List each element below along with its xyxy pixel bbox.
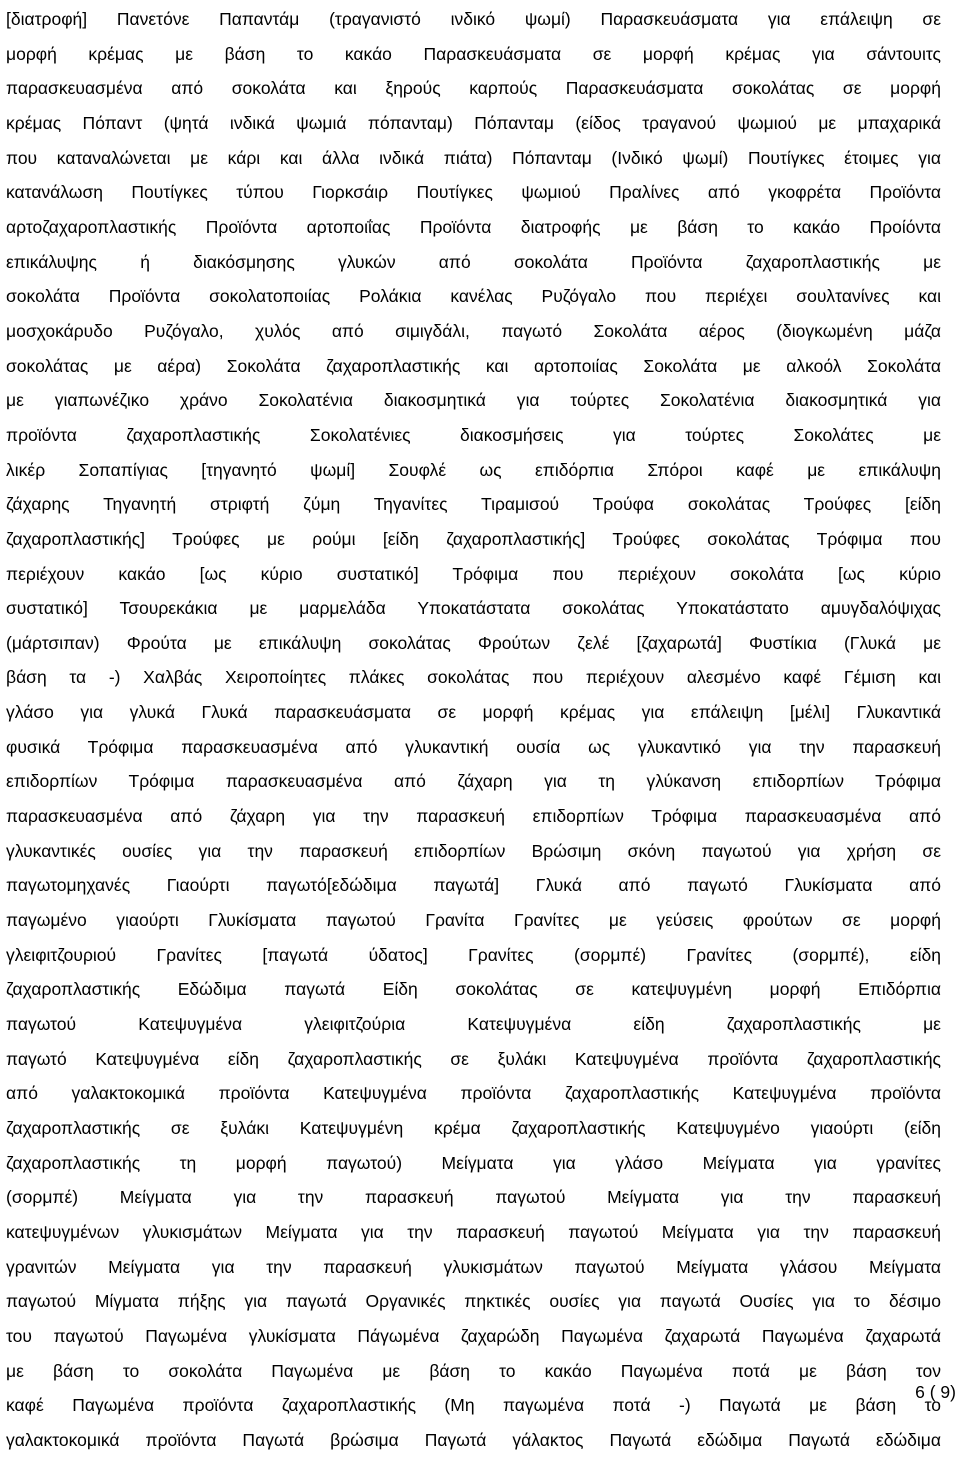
- text-line: βάση τα -) Χαλβάς Χειροποίητες πλάκες σοκολάτας που περιέχουν αλεσμένο καφέ Γέμιση και: [6, 667, 941, 688]
- text-line: παρασκευασμένα από σοκολάτα και ξηρούς καρπούς Παρασκευάσματα σοκολάτας σε μορφή: [6, 78, 941, 99]
- text-line: αρτοζαχαροπλαστικής Προϊόντα αρτοποιΐας Προϊόντα διατροφής με βάση το κακάο Προίόντα: [6, 216, 941, 237]
- text-line: παγωτό Κατεψυγμένα είδη ζαχαροπλαστικής σε ξυλάκι Κατεψυγμένα προϊόντα ζαχαροπλαστικής: [6, 1048, 941, 1069]
- goods-list-text: [6, 2, 941, 1458]
- text-line: [διατροφή] Πανετόνε Παπαντάμ (τραγανιστό ινδικό ψωμί) Παρασκευάσματα για επάλειψη σε: [6, 9, 941, 29]
- text-line: ζαχαροπλαστικής] Τρούφες με ρούμι [είδη ζαχαροπλαστικής] Τρούφες σοκολάτας Τρόφιμα που: [6, 528, 941, 549]
- text-line: παρασκευασμένα από ζάχαρη για την παρασκευή επιδορπίων Τρόφιμα παρασκευασμένα από: [6, 806, 941, 827]
- text-line: από γαλακτοκομικά προϊόντα Κατεψυγμένα προϊόντα ζαχαροπλαστικής Κατεψυγμένα προϊόντα: [6, 1083, 941, 1104]
- text-line: λικέρ Σοπαπίγιας [τηγανητό ψωμί] Σουφλέ ως επιδόρπια Σπόροι καφέ με επικάλυψη: [6, 459, 941, 480]
- text-line: παγωτομηχανές Γιαούρτι παγωτό[εδώδιμα παγωτά] Γλυκά από παγωτό Γλυκίσματα από: [6, 875, 941, 896]
- text-line: καφέ Παγωμένα προϊόντα ζαχαροπλαστικής (Μη παγωμένα ποτά -) Παγωτά με βάση το: [6, 1395, 941, 1416]
- text-line: κρέμας Πόπαντ (ψητά ινδικά ψωμιά πόπανταμ) Πόπανταμ (είδος τραγανού ψωμιού με μπαχαρικά: [6, 112, 941, 133]
- text-line: μορφή κρέμας με βάση το κακάο Παρασκευάσματα σε μορφή κρέμας για σάντουιτς: [6, 43, 941, 64]
- text-line: σοκολάτα Προϊόντα σοκολατοποιίας Ρολάκια κανέλας Ρυζόγαλο που περιέχει σουλτανίνες και: [6, 286, 941, 307]
- text-line: παγωτού Κατεψυγμένα γλειφιτζούρια Κατεψυγμένα είδη ζαχαροπλαστικής με: [6, 1014, 941, 1035]
- text-line: που καταναλώνεται με κάρι και άλλα ινδικά πιάτα) Πόπανταμ (Ινδικό ψωμί) Πουτίγκες έτοιμες για: [6, 147, 941, 168]
- text-line: παγωτού Μίγματα πήξης για παγωτά Οργανικές πηκτικές ουσίες για παγωτά Ουσίες για το δέσιμο: [6, 1291, 941, 1312]
- text-line: ζαχαροπλαστικής τη μορφή παγωτού) Μείγματα για γλάσο Μείγματα για γρανίτες: [6, 1152, 941, 1173]
- page-number: 6 ( 9): [915, 1382, 956, 1402]
- text-line: επιδορπίων Τρόφιμα παρασκευασμένα από ζάχαρη για τη γλύκανση επιδορπίων Τρόφιμα: [6, 771, 941, 792]
- text-line: μοσχοκάρυδο Ρυζόγαλο, χυλός από σιμιγδάλι, παγωτό Σοκολάτα αέρος (διογκωμένη μάζα: [6, 320, 941, 341]
- text-line: γρανιτών Μείγματα για την παρασκευή γλυκισμάτων παγωτού Μείγματα γλάσου Μείγματα: [6, 1256, 941, 1277]
- text-line: γαλακτοκομικά προϊόντα Παγωτά βρώσιμα Παγωτά γάλακτος Παγωτά εδώδιμα Παγωτά εδώδιμα: [6, 1429, 941, 1450]
- text-line: περιέχουν κακάο [ως κύριο συστατικό] Τρόφιμα που περιέχουν σοκολάτα [ως κύριο: [6, 563, 941, 584]
- text-line: (σορμπέ) Μείγματα για την παρασκευή παγωτού Μείγματα για την παρασκευή: [6, 1187, 941, 1208]
- text-line: φυσικά Τρόφιμα παρασκευασμένα από γλυκαντική ουσία ως γλυκαντικό για την παρασκευή: [6, 736, 941, 757]
- text-line: ζαχαροπλαστικής Εδώδιμα παγωτά Είδη σοκολάτας σε κατεψυγμένη μορφή Επιδόρπια: [6, 979, 941, 1000]
- text-line: συστατικό] Τσουρεκάκια με μαρμελάδα Υποκατάστατα σοκολάτας Υποκατάστατο αμυγδαλόψιχας: [6, 598, 941, 619]
- text-line: με γιαπωνέζικο χράνο Σοκολατένια διακοσμητικά για τούρτες Σοκολατένια διακοσμητικά για: [6, 390, 941, 411]
- text-line: κατεψυγμένων γλυκισμάτων Μείγματα για την παρασκευή παγωτού Μείγματα για την παρασκευή: [6, 1221, 941, 1242]
- text-line: προϊόντα ζαχαροπλαστικής Σοκολατένιες διακοσμήσεις για τούρτες Σοκολάτες με: [6, 424, 941, 445]
- text-line: με βάση το σοκολάτα Παγωμένα με βάση το κακάο Παγωμένα ποτά με βάση τον: [6, 1360, 941, 1381]
- text-line: κατανάλωση Πουτίγκες τύπου Γιορκσάιρ Πουτίγκες ψωμιού Πραλίνες από γκοφρέτα Προϊόντα: [6, 182, 941, 203]
- text-line: ζάχαρης Τηγανητή στριφτή ζύμη Τηγανίτες Τιραμισού Τρούφα σοκολάτας Τρούφες [είδη: [6, 494, 941, 515]
- text-line: ζαχαροπλαστικής σε ξυλάκι Κατεψυγμένη κρέμα ζαχαροπλαστικής Κατεψυγμένο γιαούρτι (είδη: [6, 1118, 941, 1138]
- text-line: επικάλυψης ή διακόσμησης γλυκών από σοκολάτα Προϊόντα ζαχαροπλαστικής με: [6, 251, 941, 272]
- text-line: του παγωτού Παγωμένα γλυκίσματα Πάγωμένα ζαχαρώδη Παγωμένα ζαχαρωτά Παγωμένα ζαχαρωτά: [6, 1325, 941, 1346]
- text-line: γλάσο για γλυκά Γλυκά παρασκευάσματα σε μορφή κρέμας για επάλειψη [μέλι] Γλυκαντικά: [6, 702, 941, 723]
- text-line: σοκολάτας με αέρα) Σοκολάτα ζαχαροπλαστικής και αρτοποιίας Σοκολάτα με αλκοόλ Σοκολάτα: [6, 355, 941, 376]
- text-line: γλειφιτζουριού Γρανίτες [παγωτά ύδατος] Γρανίτες (σορμπέ) Γρανίτες (σορμπέ), είδη: [6, 944, 941, 965]
- text-line: (μάρτσιπαν) Φρούτα με επικάλυψη σοκολάτας Φρούτων ζελέ [ζαχαρωτά] Φυστίκια (Γλυκά με: [6, 632, 941, 653]
- text-line: γλυκαντικές ουσίες για την παρασκευή επιδορπίων Βρώσιμη σκόνη παγωτού για χρήση σε: [6, 840, 941, 861]
- text-line: παγωμένο γιαούρτι Γλυκίσματα παγωτού Γρανίτα Γρανίτες με γεύσεις φρούτων σε μορφή: [6, 910, 941, 931]
